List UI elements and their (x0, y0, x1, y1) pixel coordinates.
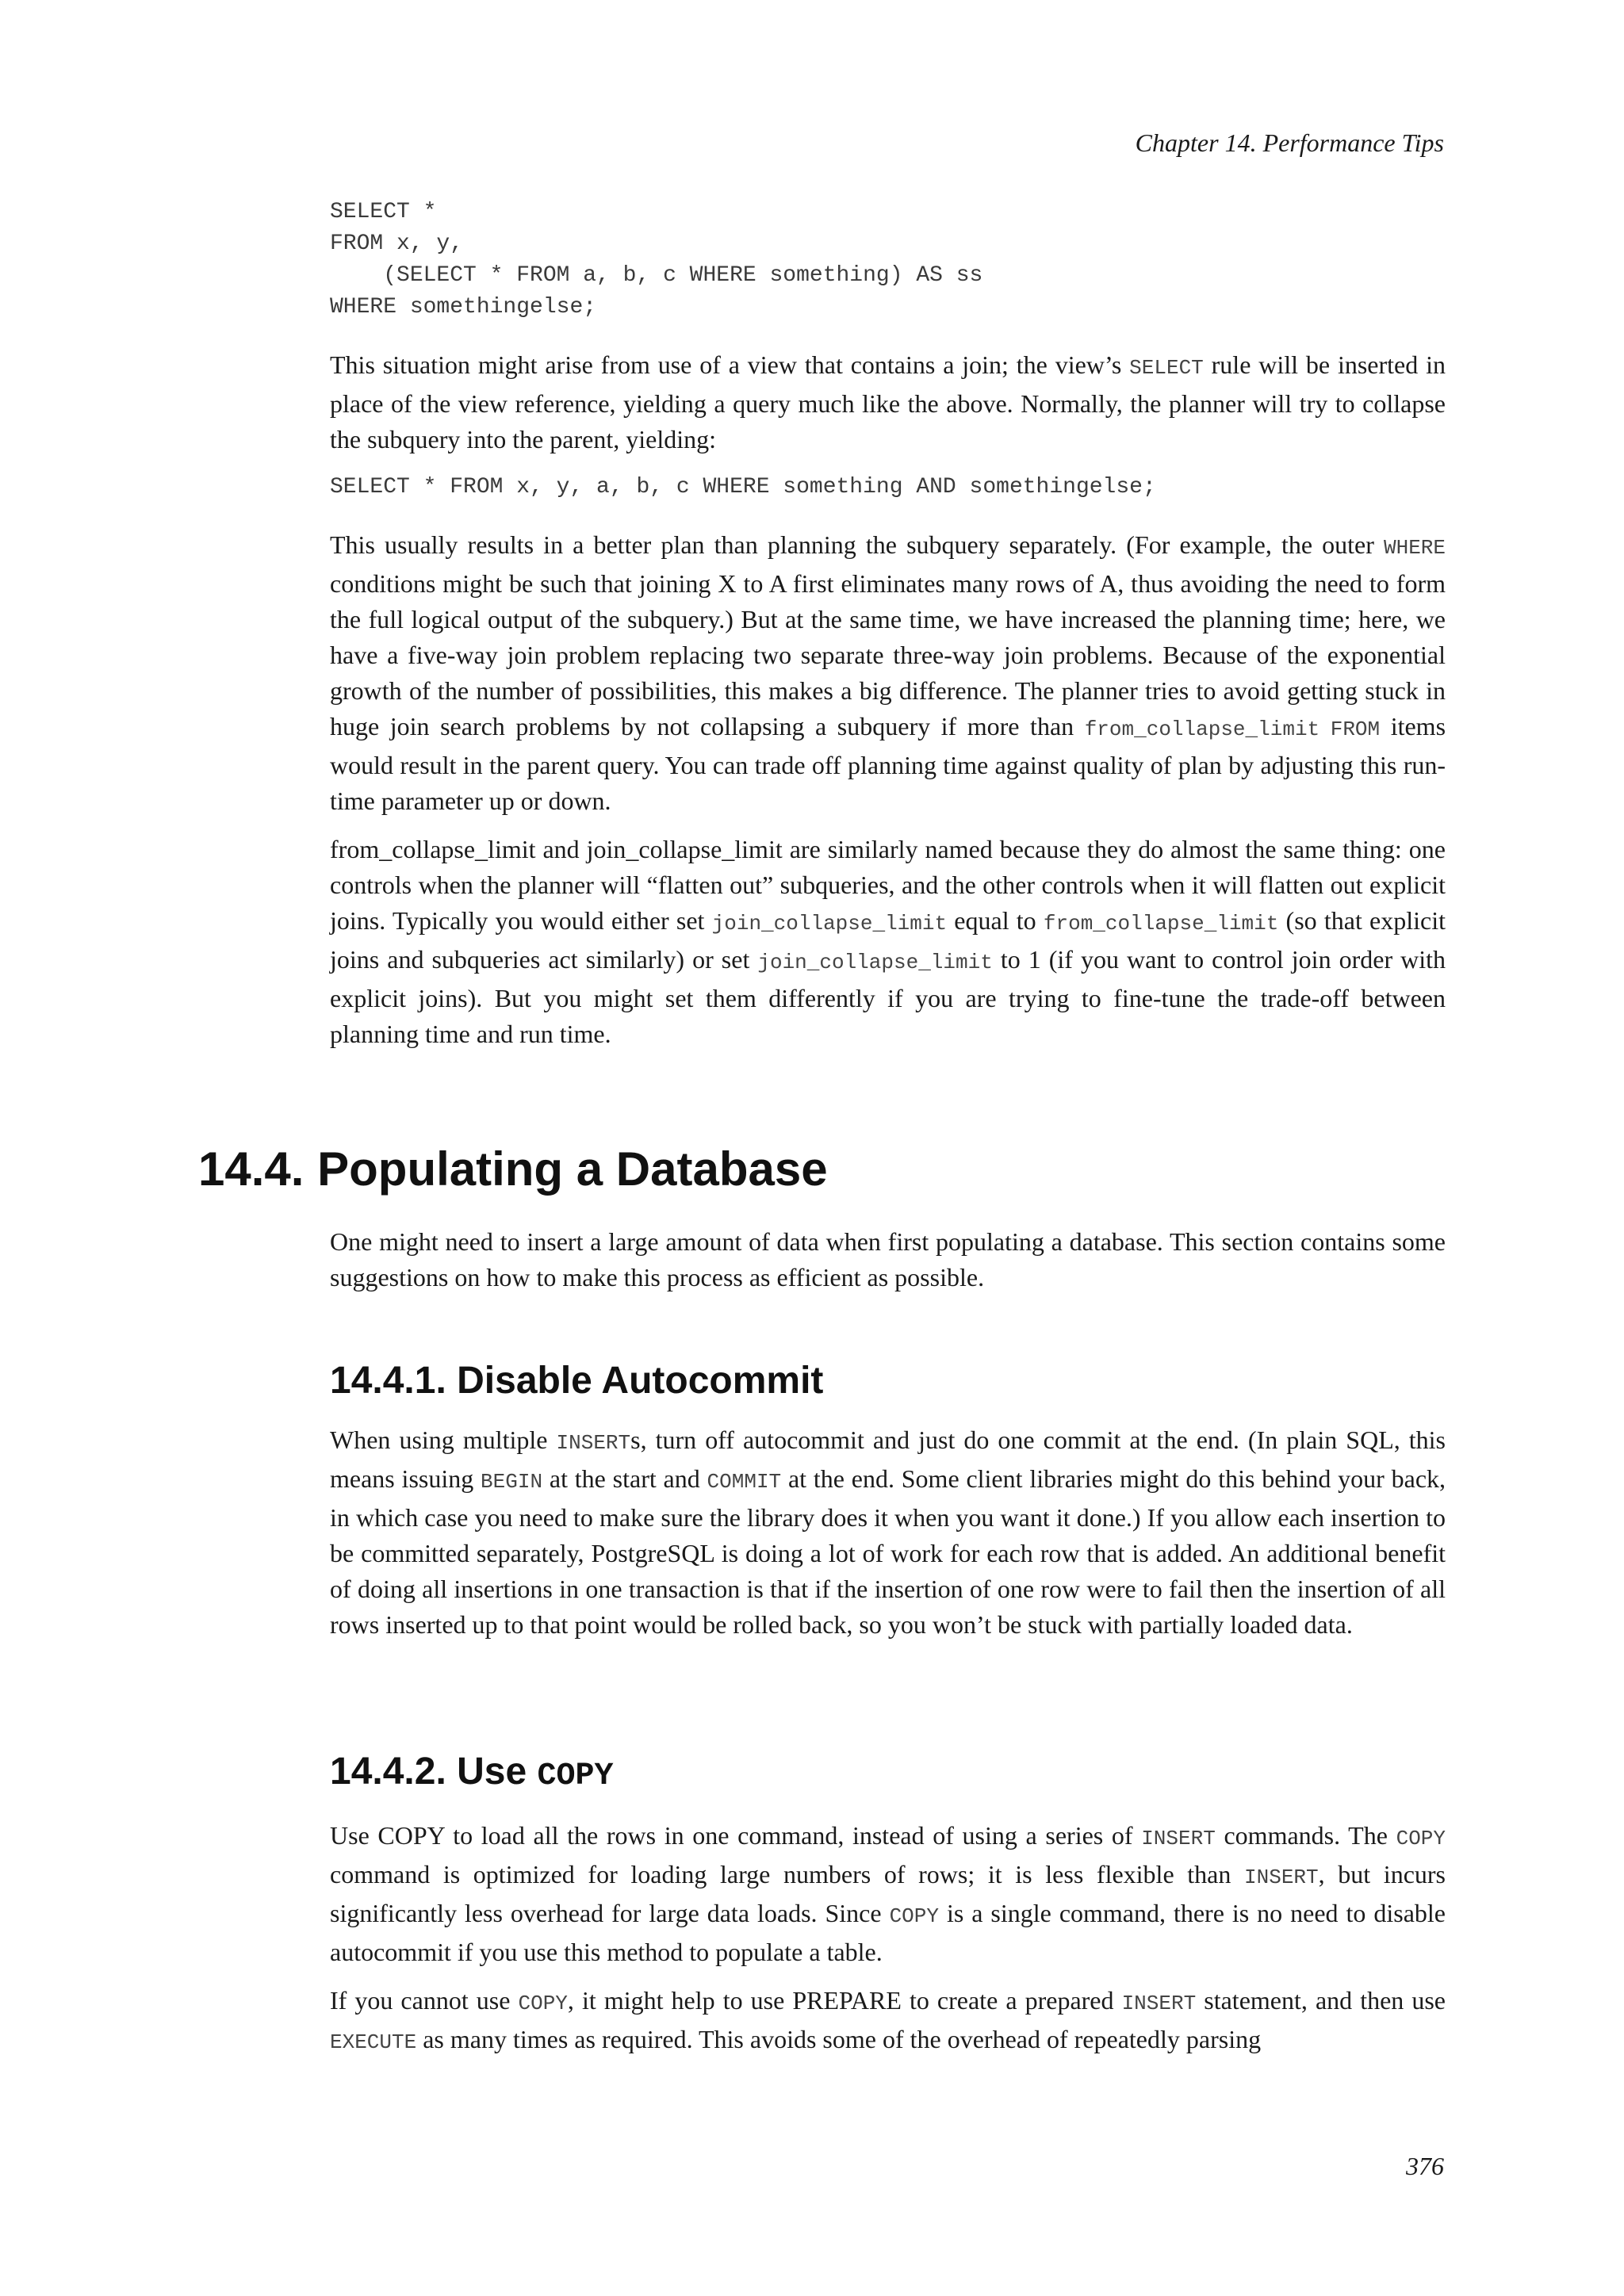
code-block-subquery: SELECT * FROM x, y, (SELECT * FROM a, b, c WHERE something) AS ss WHERE somethingelse; (330, 200, 983, 320)
text: s, turn off autocommit and just do one commit at the end. (In plain SQL, this means issuing (330, 1425, 1446, 1493)
section-intro (330, 1224, 1446, 1308)
code-inline: COPY (537, 1758, 614, 1794)
text: is a single command, there is no need to disable autocommit if you use this method to populate a table. (330, 1899, 1446, 1966)
code-block-collapsed: SELECT * FROM x, y, a, b, c WHERE something AND somethingelse; (330, 475, 1156, 499)
paragraph-prepare (330, 1983, 1446, 2061)
code-inline: COPY (889, 1904, 939, 1928)
text: conditions might be such that joining X to A first eliminates many rows of A, thus avoiding the need to form the full logical output of the subquery.) But at the same time, we have increased the planning time; here, we have a five-way join problem replacing two separate three-way join problems. Because of the exponential growth of the number of possibilities, this makes a big difference. The planner tries to avoid getting stuck in huge join search problems by not collapsing a subquery if more than (330, 569, 1446, 740)
code-inline: from_collapse_limit (1043, 912, 1279, 936)
text: This usually results in a better plan than planning the subquery separately. (For example, the outer (330, 530, 1384, 559)
upper-content (330, 197, 1446, 1065)
section-title: 14.4. Populating a Database (198, 1142, 828, 1196)
running-header: Chapter 14. Performance Tips (1135, 128, 1444, 157)
text: If you cannot use (330, 1986, 519, 2015)
text: , but incurs significantly less overhead for large data loads. Since (330, 1860, 1446, 1927)
text: items would result in the parent query. You can trade off planning time against quality of plan by adjusting this run-time parameter up or down. (330, 712, 1446, 815)
code-inline: FROM (1330, 718, 1381, 741)
paragraph-autocommit (330, 1422, 1446, 1643)
paragraph-populating-intro: One might need to insert a large amount of data when first populating a database. This section contains some suggestions on how to make this process as efficient as possible. (330, 1227, 1446, 1292)
paragraph-use-copy (330, 1818, 1446, 1970)
page-number: 376 (1406, 2152, 1444, 2180)
text: statement, and then use (1196, 1986, 1446, 2015)
text: 14.4.2. Use (330, 1751, 538, 1793)
code-inline: INSERT (1244, 1866, 1319, 1889)
code-inline: INSERT (1141, 1827, 1216, 1850)
text: equal to (947, 906, 1044, 935)
text: commands. The (1215, 1821, 1396, 1850)
code-inline: BEGIN (481, 1470, 543, 1494)
text: to 1 (if you want to control join order with explicit joins). But you might set them differently if you are trying to fine-tune the trade-off between planning time and run time. (330, 945, 1446, 1048)
paragraph-collapse-limits (330, 832, 1446, 1052)
text: as many times as required. This avoids some of the overhead of repeatedly parsing (416, 2025, 1262, 2053)
code-inline: join_collapse_limit (757, 951, 993, 974)
text: Use COPY to load all the rows in one command, instead of using a series of (330, 1821, 1142, 1850)
code-inline: COMMIT (707, 1470, 782, 1494)
text: When using multiple (330, 1425, 557, 1454)
code-inline: INSERT (556, 1431, 631, 1455)
text: (so that explicit joins and subqueries act similarly) or set (330, 906, 1446, 974)
text: , it might help to use PREPARE to create a prepared (567, 1986, 1122, 2015)
text: at the end. Some client libraries might do this behind your back, in which case you need to make sure the library does it when you want it done.) If you allow each insertion to be committed separately, PostgreSQL is doing a lot of work for each row that is added. An additional benefit of doing all insertions in one transaction is that if the insertion of one row were to fail then the insertion of all rows inserted up to that point would be rolled back, so you won’t be stuck with partially loaded data. (330, 1464, 1446, 1639)
code-inline: join_collapse_limit (711, 912, 948, 936)
subsection-title-copy (330, 1748, 1446, 1800)
code-inline: WHERE (1383, 536, 1446, 560)
text: rule will be inserted in place of the view reference, yielding a query much like the above. Normally, the planner will try to collapse the subquery into the parent, yielding: (330, 350, 1446, 453)
code-inline: from_collapse_limit (1084, 718, 1320, 741)
text: at the start and (542, 1464, 707, 1493)
code-inline: INSERT (1121, 1992, 1197, 2015)
paragraph-better-plan (330, 527, 1446, 819)
code-inline: COPY (518, 1992, 568, 2015)
subsection-title-autocommit: 14.4.1. Disable Autocommit (330, 1360, 824, 1402)
code-inline: COPY (1396, 1827, 1446, 1850)
text (1320, 712, 1331, 740)
text: This situation might arise from use of a view that contains a join; the view’s (330, 350, 1130, 379)
text: from_collapse_limit and join_collapse_limit are similarly named because they do almost the same thing: one controls when the planner will “flatten out” subqueries, and the other controls when it will flatten out explicit joins. Typically you would either set (330, 835, 1446, 935)
code-inline: SELECT (1129, 356, 1204, 380)
subsection-autocommit (330, 1357, 1446, 1655)
subsection-use-copy (330, 1748, 1446, 2073)
paragraph-view-join (330, 347, 1446, 457)
code-inline: EXECUTE (330, 2030, 417, 2054)
text: command is optimized for loading large numbers of rows; it is less flexible than (330, 1860, 1245, 1888)
